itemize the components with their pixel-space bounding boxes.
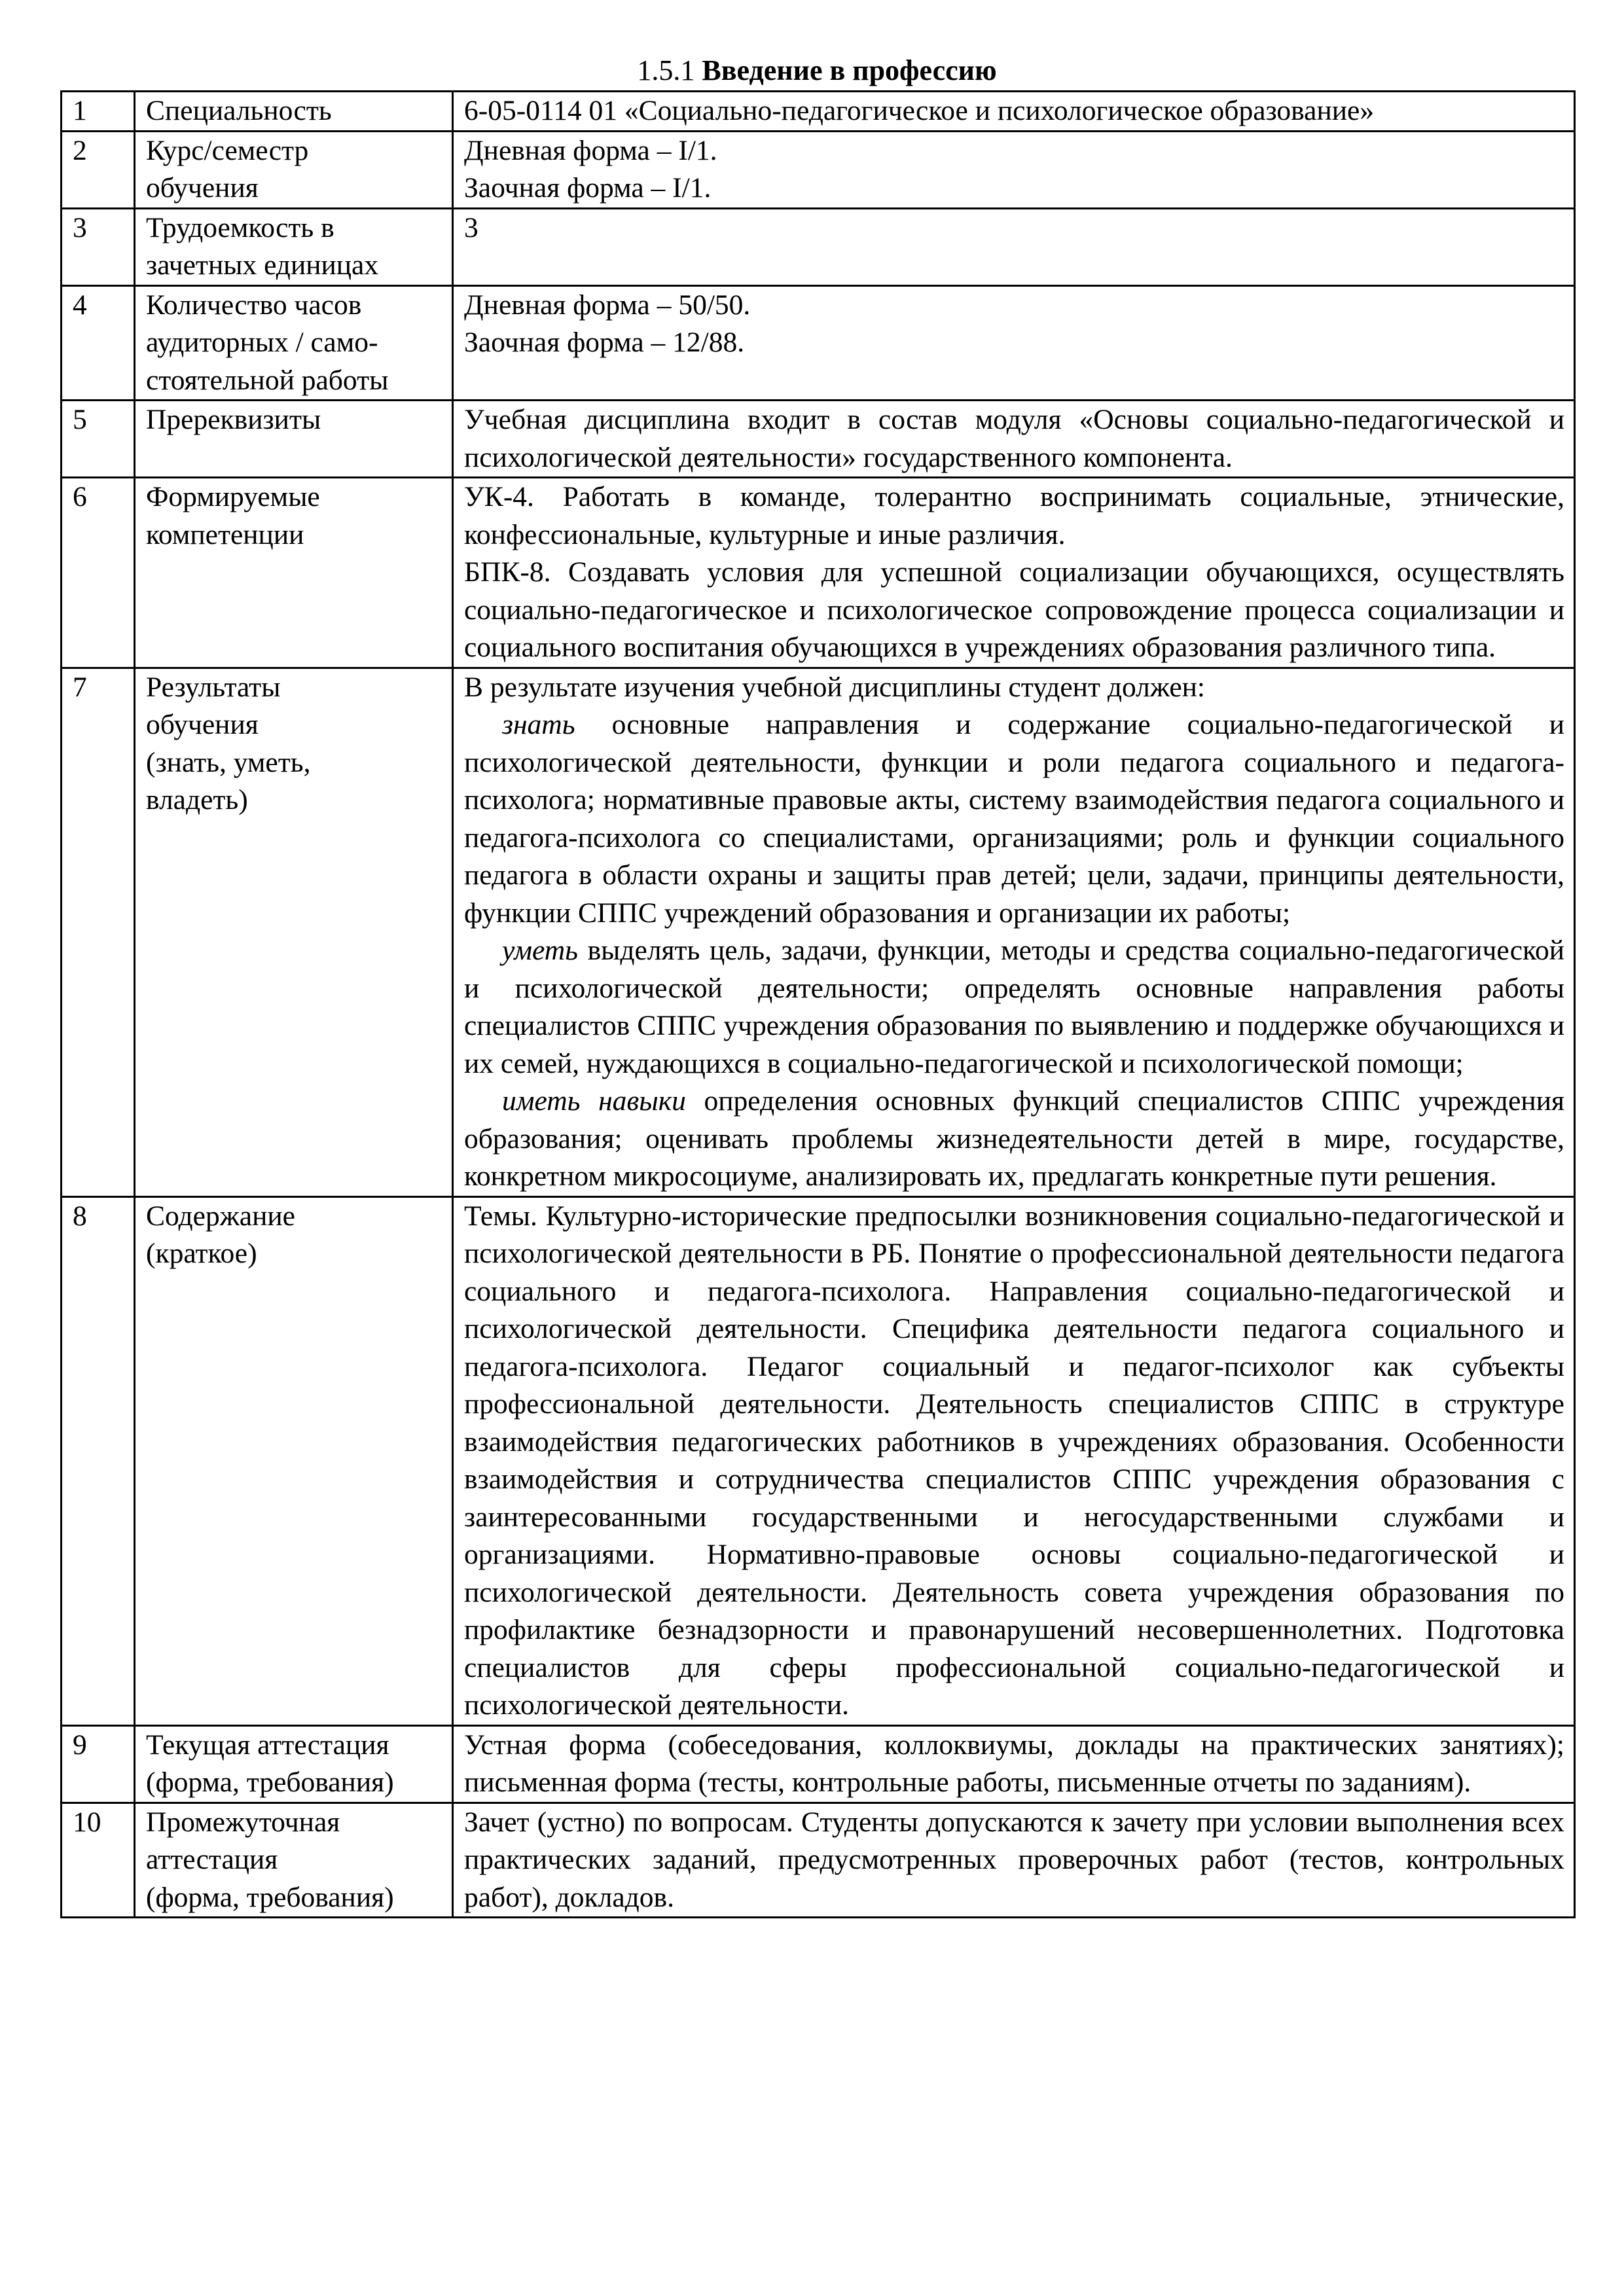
row-label: Текущая аттестация (форма, требования) xyxy=(135,1725,453,1803)
table-row xyxy=(62,478,1575,668)
results-know: знать основные направления и содержание социально-педагогической и психологической деятельности, функции и роли педагога социального и педагога-психолога; нормативные правовые акты, систему взаимодействия педагога социального и педагога-психолога со специалистами, организациями; роль и функции социального педагога в области охраны и защиты прав детей; цели, задачи, принципы деятельности, функции СППС учреждений образования и организации их работы; xyxy=(464,709,1564,929)
row-label: Формируемые компетенции xyxy=(135,478,453,668)
row-label: Количество часов аудиторных / само- стоятельной работы xyxy=(135,285,453,401)
competence-bpk8: БПК-8. Создавать условия для успешной социализации обучающихся, осуществлять социально-педагогическое и психологическое сопровождение процесса социализации и социального воспитания обучающихся в учреждениях образования различного типа. xyxy=(464,556,1564,663)
results-intro: В результате изучения учебной дисциплины студент должен: xyxy=(464,671,1206,703)
row-value: 3 xyxy=(453,208,1575,285)
row-value: Учебная дисциплина входит в состав модуля «Основы социально-педагогической и психологической деятельности» государственного компонента. xyxy=(453,401,1575,478)
know-term: знать xyxy=(502,709,575,740)
table-row xyxy=(62,131,1575,208)
competence-uk4: УК-4. Работать в команде, толерантно воспринимать социальные, этнические, конфессиональные, культурные и иные различия. xyxy=(464,481,1564,550)
row-number: 5 xyxy=(62,401,135,478)
row-value: Устная форма (собеседования, коллоквиумы, доклады на практических занятиях); письменная форма (тесты, контрольные работы, письменные отчеты по заданиям). xyxy=(453,1725,1575,1803)
row-number: 8 xyxy=(62,1196,135,1725)
row-label: Специальность xyxy=(135,92,453,132)
table-row xyxy=(62,1196,1575,1725)
row-label: Результаты обучения (знать, уметь, владеть) xyxy=(135,668,453,1196)
discipline-table xyxy=(60,90,1576,1918)
row-number: 9 xyxy=(62,1725,135,1803)
table-row xyxy=(62,401,1575,478)
row-label: Курс/семестр обучения xyxy=(135,131,453,208)
table-row xyxy=(62,285,1575,401)
table-row xyxy=(62,668,1575,1196)
table-row xyxy=(62,92,1575,132)
row-value: Дневная форма – I/1. Заочная форма – I/1. xyxy=(453,131,1575,208)
row-value: Дневная форма – 50/50. Заочная форма – 12/88. xyxy=(453,285,1575,401)
row-value: 6-05-0114 01 «Социально-педагогическое и психологическое образование» xyxy=(453,92,1575,132)
table-row xyxy=(62,208,1575,285)
row-value xyxy=(453,478,1575,668)
row-label: Содержание (краткое) xyxy=(135,1196,453,1725)
row-value: Темы. Культурно-исторические предпосылки возникновения социально-педагогической и психологической деятельности в РБ. Понятие о профессиональной деятельности педагога социального и педагога-психолога. Направления социально-педагогической и психологической деятельности. Специфика деятельности педагога социального и педагога-психолога. Педагог социальный и педагог-психолог как субъекты профессиональной деятельности. Деятельность специалистов СППС в структуре взаимодействия педагогических работников в учреждениях образования. Особенности взаимодействия и сотрудничества специалистов СППС учреждения образования с заинтересованными государственными и негосударственными службами и организациями. Нормативно-правовые основы социально-педагогической и психологической деятельности. Деятельность совета учреждения образования по профилактике безнадзорности и правонарушений несовершеннолетних. Подготовка специалистов для сферы профессиональной социально-педагогической и психологической деятельности. xyxy=(453,1196,1575,1725)
results-can: уметь выделять цель, задачи, функции, методы и средства социально-педагогической и психологической деятельности; определять основные направления работы специалистов СППС учреждения образования по выявлению и поддержке обучающихся и их семей, нуждающихся в социально-педагогической и психологической помощи; xyxy=(464,935,1564,1079)
row-label: Промежуточная аттестация (форма, требования) xyxy=(135,1803,453,1918)
row-label: Пререквизиты xyxy=(135,401,453,478)
row-label: Трудоемкость в зачетных единицах xyxy=(135,208,453,285)
table-row xyxy=(62,1803,1575,1918)
row-number: 6 xyxy=(62,478,135,668)
section-heading xyxy=(60,52,1574,90)
row-number: 4 xyxy=(62,285,135,401)
table-row xyxy=(62,1725,1575,1803)
section-number: 1.5.1 xyxy=(637,54,695,86)
row-number: 2 xyxy=(62,131,135,208)
row-number: 1 xyxy=(62,92,135,132)
row-value: Зачет (устно) по вопросам. Студенты допускаются к зачету при условии выполнения всех практических заданий, предусмотренных проверочных работ (тестов, контрольных работ), докладов. xyxy=(453,1803,1575,1918)
row-number: 7 xyxy=(62,668,135,1196)
can-term: уметь xyxy=(502,935,578,966)
row-number: 10 xyxy=(62,1803,135,1918)
section-title: Введение в профессию xyxy=(702,54,997,86)
skill-term: иметь навыки xyxy=(502,1085,686,1117)
document-page xyxy=(60,52,1574,1918)
row-number: 3 xyxy=(62,208,135,285)
row-value xyxy=(453,668,1575,1196)
results-skills: иметь навыки определения основных функций специалистов СППС учреждения образования; оценивать проблемы жизнедеятельности детей в мире, государстве, конкретном микросоциуме, анализировать их, предлагать конкретные пути решения. xyxy=(464,1085,1564,1192)
